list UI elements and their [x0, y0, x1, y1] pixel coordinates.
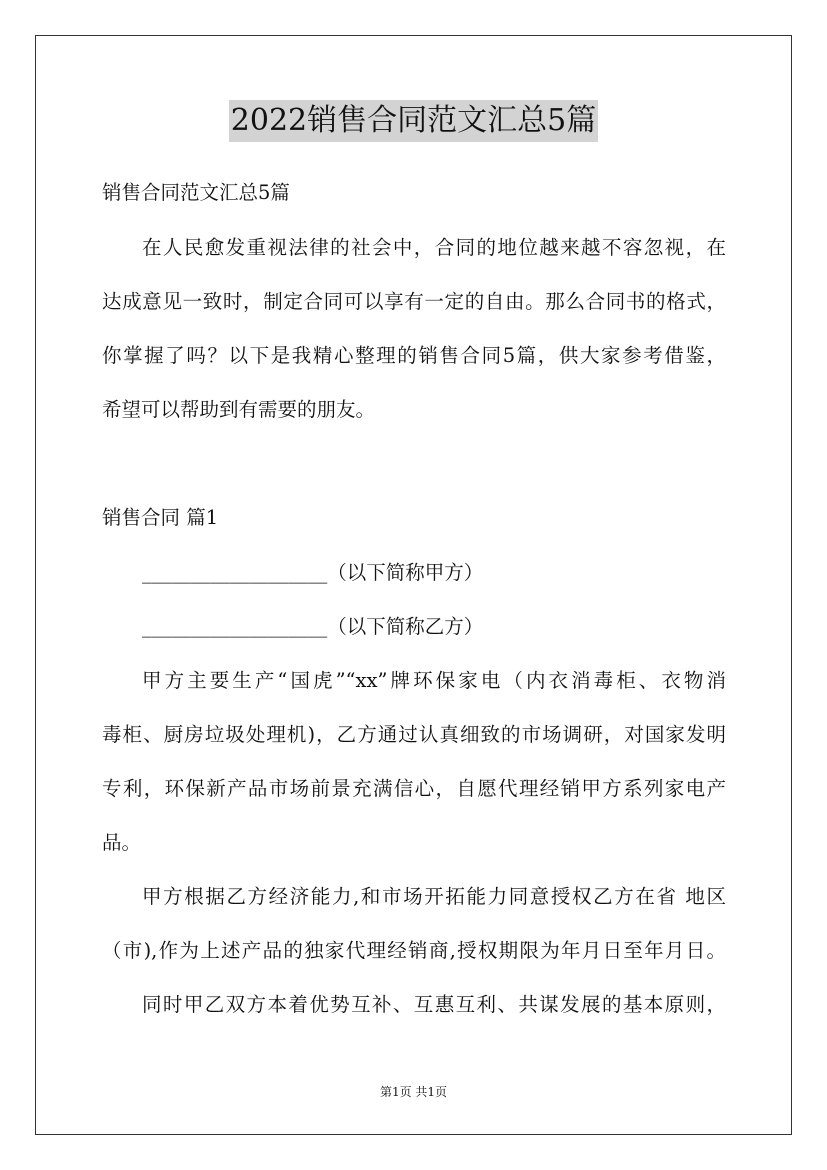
party-a-line: ___________________（以下简称甲方）	[142, 561, 484, 584]
title-wrap	[0, 100, 827, 142]
intro-line: 希望可以帮助到有需要的朋友。	[102, 398, 376, 421]
page-footer: 第1页 共1页	[379, 1085, 448, 1099]
intro-line: 你掌握了吗？以下是我精心整理的销售合同5篇，供大家参考借鉴，	[102, 344, 726, 367]
paragraph-line: 同时甲乙双方本着优势互补、互惠互利、共谋发展的基本原则，	[142, 993, 726, 1016]
paragraph-line: 毒柜、厨房垃圾处理机)，乙方通过认真细致的市场调研，对国家发明	[102, 723, 726, 746]
document-subtitle: 销售合同范文汇总5篇	[102, 181, 290, 204]
paragraph-line: 甲方根据乙方经济能力,和市场开拓能力同意授权乙方在省 地区	[142, 885, 726, 908]
intro-line: 达成意见一致时，制定合同可以享有一定的自由。那么合同书的格式，	[102, 290, 726, 313]
paragraph-line: 甲方主要生产“国虎”“xx”牌环保家电（内衣消毒柜、衣物消	[142, 669, 726, 692]
paragraph-line: 品。	[102, 831, 142, 854]
paragraph-line: （市),作为上述产品的独家代理经销商,授权期限为年月日至年月日。	[102, 939, 726, 962]
document-title: 2022销售合同范文汇总5篇	[229, 100, 598, 142]
intro-line: 在人民愈发重视法律的社会中，合同的地位越来越不容忽视，在	[142, 236, 726, 259]
paragraph-line: 专利，环保新产品市场前景充满信心，自愿代理经销甲方系列家电产	[102, 777, 726, 800]
section-heading: 销售合同 篇1	[102, 506, 219, 529]
party-b-line: ___________________（以下简称乙方）	[142, 615, 484, 638]
